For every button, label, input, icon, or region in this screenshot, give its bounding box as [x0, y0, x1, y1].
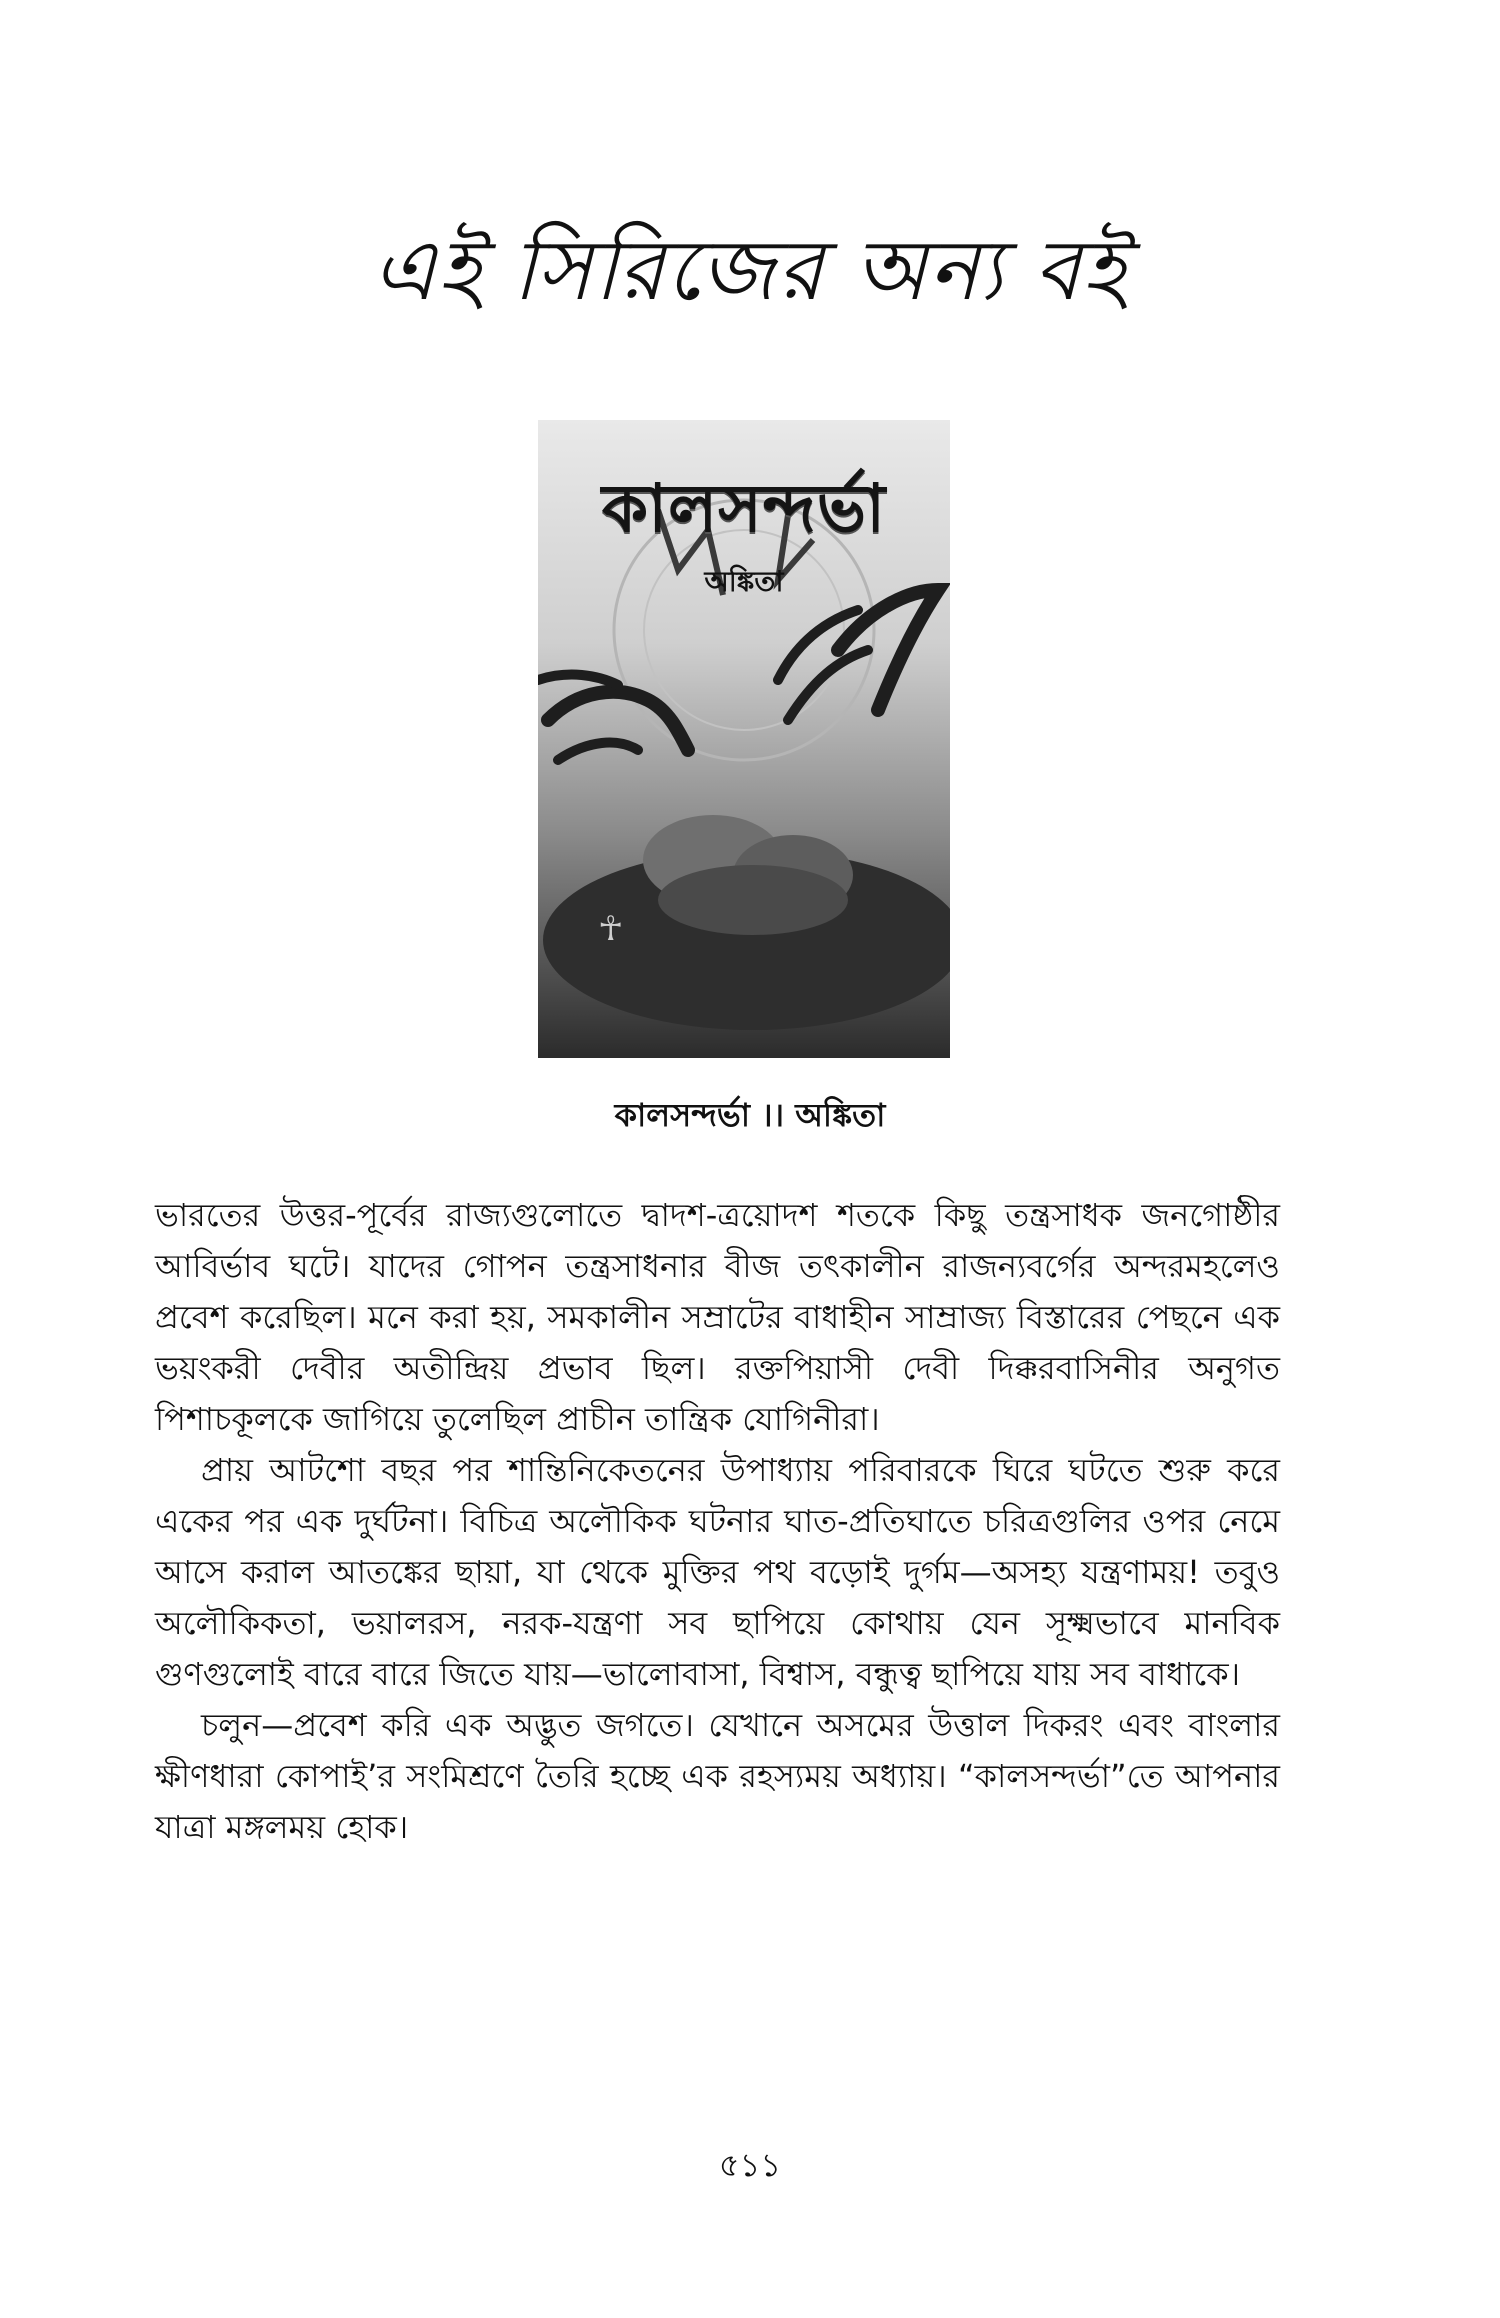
cover-title: কালসন্দর্ভা: [601, 470, 887, 547]
svg-text:☥: ☥: [598, 909, 624, 949]
page-title: এই সিরিজের অন্য বই: [371, 221, 1129, 319]
book-caption: কালসন্দর্ভা ।। অঙ্কিতা: [614, 1096, 886, 1134]
paragraph-1: ভারতের উত্তর-পূর্বের রাজ্যগুলোতে দ্বাদশ-ত্রয়োদশ শতকে কিছু তন্ত্রসাধক জনগোষ্ঠীর আবির্ভাব ঘটে। যাদের গোপন তন্ত্রসাধনার বীজ তৎকালীন রাজন্যবর্গের অন্দরমহলেও প্রবেশ করেছিল। মনে করা হয়, সমকালীন সম্রাটের বাধাহীন সাম্রাজ্য বিস্তারের পেছনে এক ভয়ংকরী দেবীর অতীন্দ্রিয় প্রভাব ছিল। রক্তপিয়াসী দেবী দিক্করবাসিনীর অনুগত পিশাচকূলকে জাগিয়ে তুলেছিল প্রাচীন তান্ত্রিক যোগিনীরা।: [155, 1196, 1280, 1438]
page-number: ৫১১: [718, 2146, 782, 2184]
cover-author: অঙ্কিতা: [704, 565, 784, 598]
paragraph-3: চলুন—প্রবেশ করি এক অদ্ভুত জগতে। যেখানে অসমের উত্তাল দিকরং এবং বাংলার ক্ষীণধারা কোপাই’র সংমিশ্রণে তৈরি হচ্ছে এক রহস্যময় অধ্যায়। “কালসন্দর্ভা”তে আপনার যাত্রা মঙ্গলময় হোক।: [155, 1706, 1280, 1846]
book-cover-image: [538, 420, 950, 1058]
book-description: [155, 1190, 1280, 1853]
paragraph-2: প্রায় আটশো বছর পর শান্তিনিকেতনের উপাধ্যায় পরিবারকে ঘিরে ঘটতে শুরু করে একের পর এক দুর্ঘটনা। বিচিত্র অলৌকিক ঘটনার ঘাত-প্রতিঘাতে চরিত্রগুলির ওপর নেমে আসে করাল আতঙ্কের ছায়া, যা থেকে মুক্তির পথ বড়োই দুর্গম—অসহ্য যন্ত্রণাময়! তবুও অলৌকিকতা, ভয়ালরস, নরক-যন্ত্রণা সব ছাপিয়ে কোথায় যেন সূক্ষ্মভাবে মানবিক গুণগুলোই বারে বারে জিতে যায়—ভালোবাসা, বিশ্বাস, বন্ধুত্ব ছাপিয়ে যায় সব বাধাকে।: [155, 1451, 1280, 1693]
